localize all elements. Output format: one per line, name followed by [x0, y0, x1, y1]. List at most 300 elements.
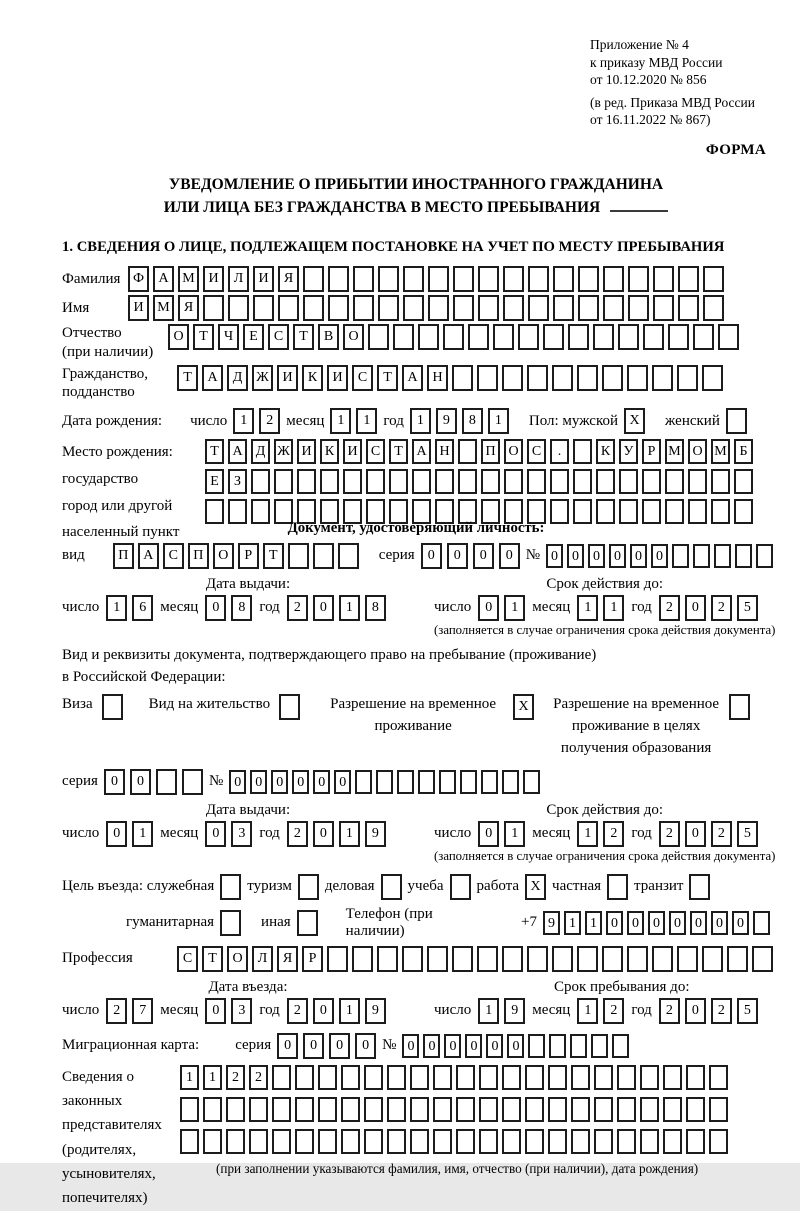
residence-expiry-day-boxes — [478, 821, 525, 847]
char-cell — [389, 469, 408, 494]
visa-checkbox — [102, 694, 123, 720]
char-cell — [528, 266, 549, 292]
char-cell — [428, 295, 449, 321]
char-cell — [640, 1097, 659, 1122]
patronymic-boxes — [168, 324, 739, 350]
char-cell — [577, 365, 598, 391]
year-label: год — [259, 599, 280, 616]
char-cell — [702, 365, 723, 391]
char-cell — [603, 266, 624, 292]
char-cell: К — [320, 439, 339, 464]
char-cell: 0 — [205, 595, 226, 621]
char-cell: 0 — [685, 595, 706, 621]
char-cell — [640, 1065, 659, 1090]
char-cell: С — [163, 543, 184, 569]
char-cell — [594, 1097, 613, 1122]
day-label: число — [62, 825, 100, 842]
identity-expiry-year-boxes — [659, 595, 758, 621]
residence-series-label: серия — [62, 773, 98, 790]
birth-month-boxes — [330, 408, 377, 434]
char-cell — [596, 469, 615, 494]
char-cell: 2 — [711, 821, 732, 847]
char-cell: 0 — [423, 1034, 440, 1058]
purpose-tourism-label: туризм — [247, 878, 292, 895]
char-cell — [478, 266, 499, 292]
char-cell — [568, 324, 589, 350]
month-label: месяц — [160, 599, 199, 616]
char-cell — [594, 1065, 613, 1090]
char-cell — [427, 946, 448, 972]
month-label: месяц — [532, 1002, 571, 1019]
char-cell — [578, 266, 599, 292]
identity-issue-line — [62, 595, 434, 621]
char-cell — [714, 544, 731, 568]
char-cell: 2 — [259, 408, 280, 434]
char-cell: Ж — [252, 365, 273, 391]
birth-place-labels — [62, 439, 205, 546]
char-cell — [468, 324, 489, 350]
header-line: от 10.12.2020 № 856 — [590, 72, 707, 88]
char-cell: Т — [177, 365, 198, 391]
char-cell — [504, 469, 523, 494]
char-cell — [642, 469, 661, 494]
char-cell — [709, 1097, 728, 1122]
identity-expiry-group — [434, 576, 775, 638]
birth-place-row2-boxes — [205, 469, 753, 494]
char-cell: И — [253, 266, 274, 292]
char-cell — [428, 266, 449, 292]
residence-number-boxes — [229, 770, 540, 794]
residence-expiry-group — [434, 802, 775, 864]
char-cell — [525, 1097, 544, 1122]
char-cell — [527, 946, 548, 972]
birth-place-row1-boxes — [205, 439, 753, 464]
header-line: (в ред. Приказа МВД России — [590, 94, 755, 110]
char-cell — [502, 1065, 521, 1090]
char-cell — [703, 295, 724, 321]
identity-issue-group — [62, 576, 434, 638]
char-cell — [481, 770, 498, 794]
char-cell — [341, 1129, 360, 1154]
sex-male-label: Пол: мужской — [528, 412, 619, 429]
char-cell — [376, 770, 393, 794]
char-cell: 0 — [732, 911, 749, 935]
char-cell — [418, 770, 435, 794]
char-cell: 0 — [473, 543, 494, 569]
char-cell: 1 — [132, 821, 153, 847]
char-cell — [378, 295, 399, 321]
char-cell — [477, 365, 498, 391]
char-cell: X — [513, 694, 534, 720]
char-cell — [549, 1034, 566, 1058]
char-cell: 0 — [486, 1034, 503, 1058]
char-cell: 0 — [711, 911, 728, 935]
char-cell — [303, 295, 324, 321]
char-cell: 0 — [271, 770, 288, 794]
char-cell: О — [213, 543, 234, 569]
birth-month-label: месяц — [286, 412, 325, 429]
sex-male-checkbox — [624, 408, 645, 434]
legal-reps-note: (при заполнении указываются фамилия, имя, отчество (при наличии), дата рождения) — [216, 1160, 699, 1176]
char-cell: М — [178, 266, 199, 292]
identity-issue-year-boxes — [287, 595, 386, 621]
identity-expiry-note: (заполняется в случае ограничения срока действия документа) — [434, 622, 776, 637]
char-cell — [249, 1097, 268, 1122]
char-cell — [295, 1129, 314, 1154]
char-cell — [253, 295, 274, 321]
entry-day-boxes — [106, 998, 153, 1024]
char-cell — [709, 1065, 728, 1090]
char-cell — [452, 365, 473, 391]
char-cell — [688, 469, 707, 494]
char-cell — [479, 1065, 498, 1090]
char-cell — [205, 499, 224, 524]
char-cell — [180, 1097, 199, 1122]
char-cell — [298, 874, 319, 900]
month-label: месяц — [160, 825, 199, 842]
char-cell: З — [228, 469, 247, 494]
char-cell: 1 — [577, 821, 598, 847]
char-cell: 1 — [339, 595, 360, 621]
char-cell: 0 — [205, 998, 226, 1024]
option-visa — [62, 694, 123, 720]
char-cell — [443, 324, 464, 350]
residence-expiry-note: (заполняется в случае ограничения срока действия документа) — [434, 848, 776, 863]
char-cell — [709, 1129, 728, 1154]
char-cell: 1 — [488, 408, 509, 434]
char-cell: 1 — [339, 821, 360, 847]
purpose-humanitarian-checkbox — [220, 910, 241, 936]
purpose-other-checkbox — [297, 910, 318, 936]
residence-expiry-line — [434, 821, 775, 847]
char-cell — [228, 499, 247, 524]
sex-female-checkbox — [726, 408, 747, 434]
identity-series-boxes — [421, 543, 520, 569]
citizenship-label-line1: Гражданство, — [62, 365, 149, 382]
char-cell — [418, 324, 439, 350]
char-cell — [573, 499, 592, 524]
char-cell: А — [202, 365, 223, 391]
firstname-boxes — [128, 295, 724, 321]
char-cell: 0 — [313, 998, 334, 1024]
char-cell — [665, 469, 684, 494]
legal-reps-row3-boxes — [180, 1129, 728, 1154]
char-cell: 1 — [339, 998, 360, 1024]
migration-number-boxes — [402, 1034, 629, 1058]
char-cell: М — [711, 439, 730, 464]
char-cell: 0 — [588, 544, 605, 568]
residence-issue-heading: Дата выдачи: — [205, 801, 291, 818]
char-cell — [251, 499, 270, 524]
char-cell: 1 — [356, 408, 377, 434]
char-cell — [353, 295, 374, 321]
char-cell: Д — [227, 365, 248, 391]
char-cell: 2 — [287, 821, 308, 847]
char-cell — [603, 295, 624, 321]
char-cell — [552, 365, 573, 391]
day-label: число — [434, 599, 472, 616]
char-cell — [251, 469, 270, 494]
title-blank-underline — [610, 210, 668, 212]
char-cell: 2 — [226, 1065, 245, 1090]
year-label: год — [259, 825, 280, 842]
patronymic-row — [62, 324, 770, 362]
char-cell — [548, 1065, 567, 1090]
char-cell: И — [128, 295, 149, 321]
legal-reps-label-line: представителях — [62, 1117, 162, 1134]
char-cell: Е — [243, 324, 264, 350]
char-cell: 2 — [711, 595, 732, 621]
char-cell: 0 — [478, 821, 499, 847]
residence-issue-day-boxes — [106, 821, 153, 847]
header-line: от 16.11.2022 № 867) — [590, 112, 711, 128]
char-cell: 1 — [585, 911, 602, 935]
year-label: год — [259, 1002, 280, 1019]
char-cell — [433, 1129, 452, 1154]
char-cell: 0 — [447, 543, 468, 569]
char-cell — [338, 543, 359, 569]
firstname-row — [62, 295, 770, 321]
char-cell — [274, 469, 293, 494]
char-cell: А — [153, 266, 174, 292]
char-cell — [727, 946, 748, 972]
char-cell: 0 — [685, 821, 706, 847]
purpose-work-label: работа — [476, 878, 520, 895]
char-cell — [612, 1034, 629, 1058]
char-cell: 1 — [203, 1065, 222, 1090]
char-cell — [525, 1065, 544, 1090]
char-cell: Д — [251, 439, 270, 464]
migration-series-label: серия — [235, 1037, 272, 1054]
residence-permit-label: Вид на жительство — [148, 696, 271, 713]
char-cell — [502, 365, 523, 391]
char-cell: Ж — [274, 439, 293, 464]
char-cell — [456, 1097, 475, 1122]
char-cell: А — [402, 365, 423, 391]
residence-expiry-year-boxes — [659, 821, 758, 847]
purpose-business2-label: деловая — [324, 878, 375, 895]
residence-issue-line — [62, 821, 434, 847]
char-cell: Т — [293, 324, 314, 350]
char-cell: 2 — [659, 998, 680, 1024]
entry-dates-block — [62, 979, 770, 1024]
char-cell — [711, 499, 730, 524]
identity-expiry-heading: Срок действия до: — [546, 575, 664, 592]
char-cell: 3 — [231, 821, 252, 847]
profession-label: Профессия — [62, 950, 133, 967]
char-cell — [493, 324, 514, 350]
char-cell — [381, 874, 402, 900]
patronymic-label-line2: (при наличии) — [62, 343, 154, 360]
temp-permit-label: Разрешение на временное проживание — [330, 696, 497, 735]
legal-reps-block — [62, 1065, 770, 1211]
char-cell: И — [277, 365, 298, 391]
char-cell: 1 — [410, 408, 431, 434]
char-cell — [607, 874, 628, 900]
char-cell: М — [153, 295, 174, 321]
char-cell: 2 — [603, 821, 624, 847]
sex-female-label: женский — [665, 412, 720, 429]
char-cell: Е — [205, 469, 224, 494]
char-cell — [387, 1129, 406, 1154]
char-cell: А — [138, 543, 159, 569]
stay-until-heading: Срок пребывания до: — [554, 978, 690, 995]
char-cell — [553, 266, 574, 292]
entry-date-heading: Дата въезда: — [208, 978, 288, 995]
firstname-label: Имя — [62, 299, 90, 316]
month-label: месяц — [532, 599, 571, 616]
char-cell — [653, 295, 674, 321]
char-cell: 0 — [303, 1033, 324, 1059]
char-cell — [102, 694, 123, 720]
header-line: Приложение № 4 — [590, 37, 689, 52]
char-cell: Н — [435, 439, 454, 464]
char-cell — [481, 469, 500, 494]
char-cell — [355, 770, 372, 794]
identity-dates-block — [62, 575, 776, 638]
char-cell — [279, 694, 300, 720]
char-cell — [502, 946, 523, 972]
char-cell — [528, 1034, 545, 1058]
citizenship-label-line2: подданство — [62, 384, 135, 401]
char-cell — [619, 469, 638, 494]
char-cell — [387, 1097, 406, 1122]
char-cell — [734, 469, 753, 494]
phone-label: Телефон (при наличии) — [345, 905, 433, 939]
phone-boxes — [543, 911, 770, 935]
char-cell: 9 — [543, 911, 560, 935]
header-line: к приказу МВД России — [590, 54, 723, 70]
purpose-study-label: учеба — [407, 878, 444, 895]
char-cell — [627, 365, 648, 391]
char-cell: М — [665, 439, 684, 464]
char-cell — [686, 1065, 705, 1090]
option-temp-permit — [322, 694, 534, 738]
day-label: число — [434, 1002, 472, 1019]
char-cell — [571, 1097, 590, 1122]
char-cell — [523, 770, 540, 794]
char-cell: 0 — [478, 595, 499, 621]
purpose-transit-checkbox — [689, 874, 710, 900]
birth-year-boxes — [410, 408, 509, 434]
char-cell: Я — [277, 946, 298, 972]
char-cell — [518, 324, 539, 350]
legal-reps-label-line: законных — [62, 1093, 123, 1110]
char-cell: Р — [302, 946, 323, 972]
char-cell: Т — [389, 439, 408, 464]
entry-date-group — [62, 979, 434, 1024]
char-cell — [479, 1129, 498, 1154]
section1-heading: 1. СВЕДЕНИЯ О ЛИЦЕ, ПОДЛЕЖАЩЕМ ПОСТАНОВКЕ НА УЧЕТ ПО МЕСТУ ПРЕБЫВАНИЯ — [62, 239, 725, 256]
char-cell: 1 — [330, 408, 351, 434]
option-edu-permit — [552, 694, 750, 759]
identity-expiry-line — [434, 595, 775, 621]
residence-number-label: № — [208, 773, 224, 790]
char-cell — [328, 295, 349, 321]
char-cell: 0 — [292, 770, 309, 794]
char-cell: Т — [263, 543, 284, 569]
stay-until-line — [434, 998, 770, 1024]
identity-kind-boxes — [113, 543, 359, 569]
purpose-tourism-checkbox — [298, 874, 319, 900]
char-cell — [578, 295, 599, 321]
char-cell: 5 — [737, 595, 758, 621]
char-cell — [327, 946, 348, 972]
char-cell — [272, 1129, 291, 1154]
identity-number-boxes — [546, 544, 773, 568]
char-cell — [295, 1097, 314, 1122]
char-cell — [341, 1065, 360, 1090]
char-cell: Л — [252, 946, 273, 972]
purpose-humanitarian-label: гуманитарная — [126, 914, 215, 931]
char-cell: 5 — [737, 998, 758, 1024]
char-cell: И — [343, 439, 362, 464]
char-cell — [397, 770, 414, 794]
char-cell — [203, 1097, 222, 1122]
char-cell — [182, 769, 203, 795]
char-cell — [410, 1129, 429, 1154]
char-cell — [410, 1065, 429, 1090]
legal-reps-row2-boxes — [180, 1097, 728, 1122]
char-cell: В — [318, 324, 339, 350]
char-cell: Т — [202, 946, 223, 972]
char-cell — [543, 324, 564, 350]
char-cell: 9 — [365, 998, 386, 1024]
char-cell — [652, 946, 673, 972]
char-cell — [617, 1097, 636, 1122]
option-residence-permit — [149, 694, 300, 720]
char-cell: 3 — [231, 998, 252, 1024]
char-cell — [272, 1065, 291, 1090]
char-cell — [668, 324, 689, 350]
char-cell — [435, 469, 454, 494]
char-cell — [577, 946, 598, 972]
char-cell — [711, 469, 730, 494]
char-cell — [228, 295, 249, 321]
char-cell — [550, 469, 569, 494]
char-cell — [249, 1129, 268, 1154]
char-cell: 1 — [233, 408, 254, 434]
birth-place-label2: государство — [62, 470, 139, 487]
char-cell — [156, 769, 177, 795]
char-cell: С — [352, 365, 373, 391]
char-cell — [627, 946, 648, 972]
stay-year-boxes — [659, 998, 758, 1024]
purpose-row1 — [62, 874, 770, 900]
surname-label: Фамилия — [62, 270, 121, 287]
char-cell — [663, 1065, 682, 1090]
residence-intro-line2: в Российской Федерации: — [62, 668, 226, 685]
char-cell — [628, 266, 649, 292]
char-cell: 0 — [402, 1034, 419, 1058]
day-label: число — [434, 825, 472, 842]
char-cell — [460, 770, 477, 794]
char-cell: 7 — [132, 998, 153, 1024]
char-cell — [412, 469, 431, 494]
char-cell: 0 — [104, 769, 125, 795]
char-cell — [503, 295, 524, 321]
char-cell: О — [168, 324, 189, 350]
migration-number-label: № — [382, 1037, 397, 1054]
char-cell — [393, 324, 414, 350]
char-cell — [366, 469, 385, 494]
char-cell — [364, 1097, 383, 1122]
identity-issue-month-boxes — [205, 595, 252, 621]
char-cell — [433, 1097, 452, 1122]
migration-card-label: Миграционная карта: — [62, 1037, 200, 1054]
month-label: месяц — [160, 1002, 199, 1019]
char-cell — [313, 543, 334, 569]
